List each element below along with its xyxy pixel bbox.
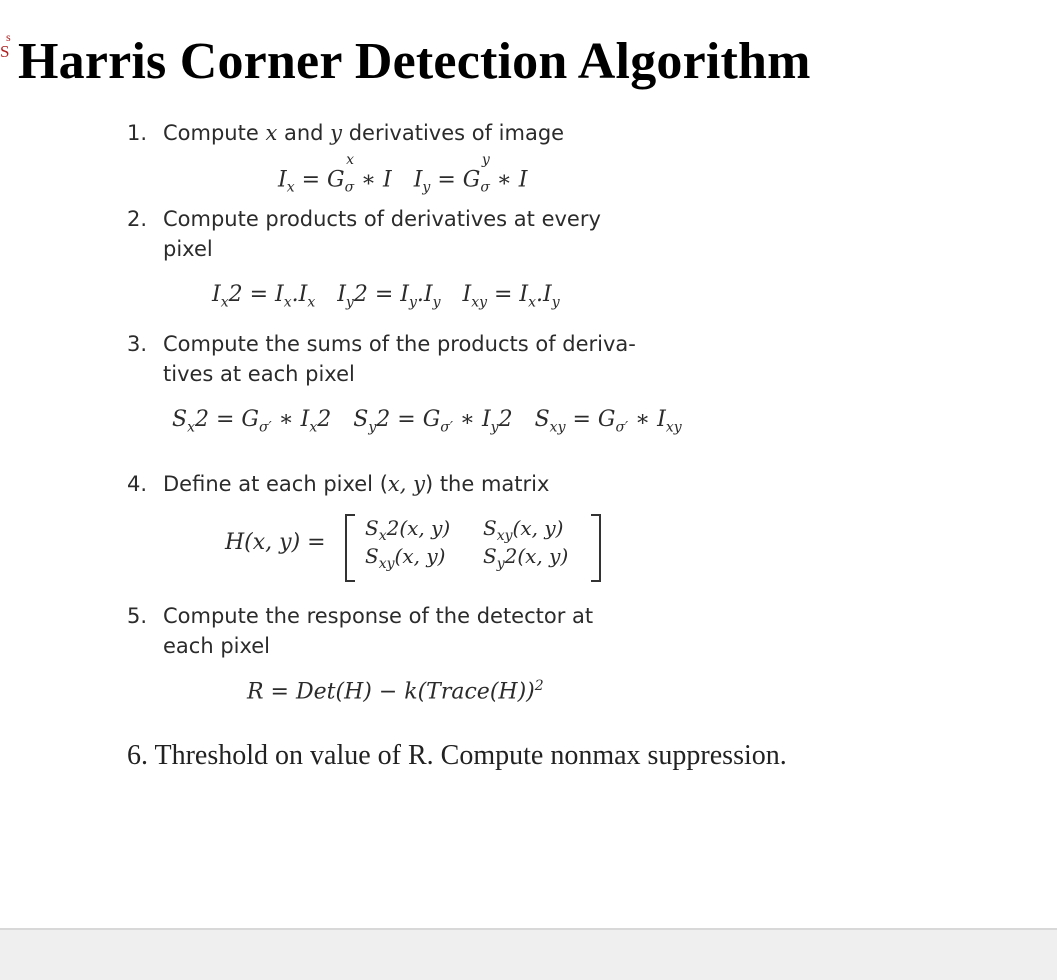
equation-5: R = Det(H) − k(Trace(H))$^2$: [247, 678, 544, 705]
step-5: 5. Compute the response of the detector at each pixel: [127, 601, 593, 661]
step-3: 3. Compute the sums of the products of deriva- tives at each pixel: [127, 329, 636, 389]
step-2-text: Compute products of derivatives at every: [163, 207, 601, 231]
viewer-footer-bar: [0, 928, 1057, 980]
step-4: 4. Define at each pixel (x, y) the matrix: [127, 472, 550, 496]
matrix-cell-22: $S_y2(x$, y): [483, 544, 569, 572]
equation-2: $I_x2 = I_x.I_x$ $I_y2 = I_y.I_y$ $I_{xy} = I_x.I_y$: [212, 282, 560, 311]
step-4-text: Define at each pixel (x, y) the matrix: [163, 472, 550, 496]
matrix-cell-21: $S_{xy}(x$, y): [365, 544, 446, 572]
matrix-cell-11: $S_x2(x$, y): [365, 516, 451, 544]
step-6: 6. Threshold on value of R. Compute nonmax suppression.: [127, 740, 787, 771]
slide-title: Harris Corner Detection Algorithm: [18, 33, 811, 90]
step-1-text: Compute x and y derivatives of image: [163, 121, 565, 145]
matrix-cell-12: $S_{xy}(x$, y): [483, 516, 564, 544]
matrix-left-bracket: [345, 514, 355, 582]
step-2: 2. Compute products of derivatives at every pixel: [127, 204, 601, 264]
step-1: 1. Compute x and y derivatives of image: [127, 121, 565, 145]
step-2-continuation: pixel: [163, 237, 213, 261]
step-3-text: Compute the sums of the products of deriva-: [163, 332, 636, 356]
matrix-right-bracket: [591, 514, 601, 582]
step-5-continuation: each pixel: [163, 634, 271, 658]
equation-3: $S_x2 = G_{\sigma'}$ ∗ $I_x2$ $S_y2 = G_{\sigma'}$ ∗ $I_y2$ $S_{xy} = G_{\sigma'}$ ∗ $I_{xy}$: [172, 407, 682, 436]
matrix-lhs: H(x, y) =: [225, 530, 326, 555]
corner-mark-dot: s: [6, 30, 11, 44]
step-6-text: Threshold on value of R. Compute nonmax suppression.: [154, 740, 787, 771]
corner-mark: S: [0, 42, 10, 61]
step-3-continuation: tives at each pixel: [163, 362, 355, 386]
equation-1: $I_x = G_\sigma^x$ ∗ I $I_y = G_\sigma^y$ ∗ I: [278, 152, 528, 196]
step-5-text: Compute the response of the detector at: [163, 604, 594, 628]
